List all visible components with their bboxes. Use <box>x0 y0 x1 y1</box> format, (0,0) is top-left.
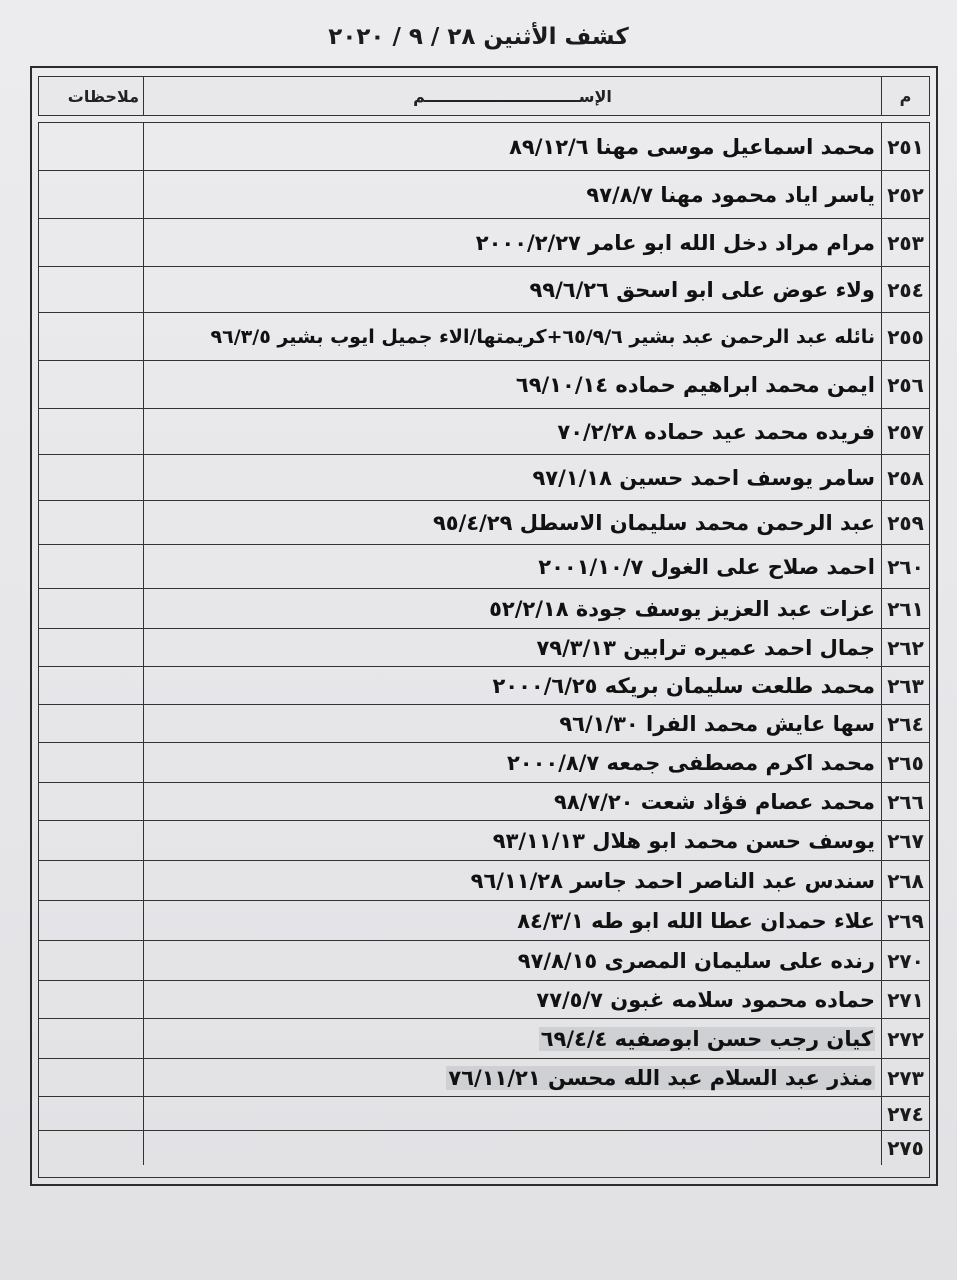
header-name: الإســــــــــــــــــــــــــــم <box>143 77 881 115</box>
row-name: حماده محمود سلامه غبون ٧٧/٥/٧ <box>143 981 881 1018</box>
row-number: ٢٥٥ <box>881 313 929 360</box>
page-title: كشف الأثنين ٢٨ / ٩ / ٢٠٢٠ <box>328 24 629 50</box>
row-name: مرام مراد دخل الله ابو عامر ٢٠٠٠/٢/٢٧ <box>143 219 881 266</box>
table-row <box>39 901 929 941</box>
table-row <box>39 743 929 783</box>
row-name: فريده محمد عيد حماده ٧٠/٢/٢٨ <box>143 409 881 454</box>
table-row <box>39 361 929 409</box>
row-notes <box>39 667 143 704</box>
row-name: رنده على سليمان المصرى ٩٧/٨/١٥ <box>143 941 881 980</box>
row-notes <box>39 589 143 628</box>
table-row <box>39 705 929 743</box>
row-name: جمال احمد عميره ترابين ٧٩/٣/١٣ <box>143 629 881 666</box>
row-number: ٢٧١ <box>881 981 929 1018</box>
row-notes <box>39 705 143 742</box>
row-number: ٢٦٧ <box>881 821 929 860</box>
table-header-row <box>38 76 930 116</box>
table-row <box>39 267 929 313</box>
row-notes <box>39 313 143 360</box>
table-row <box>39 589 929 629</box>
table-row <box>39 667 929 705</box>
highlighted-name: كيان رجب حسن ابوصفيه ٦٩/٤/٤ <box>540 1026 873 1051</box>
row-name: نائله عبد الرحمن عبد بشير ٦٥/٩/٦+كريمتها/الاء جميل ايوب بشير ٩٦/٣/٥ <box>143 313 881 360</box>
row-name: عبد الرحمن محمد سليمان الاسطل ٩٥/٤/٢٩ <box>143 501 881 544</box>
header-num: م <box>881 77 929 115</box>
row-notes <box>39 361 143 408</box>
row-number: ٢٦٦ <box>881 783 929 820</box>
table-row <box>39 981 929 1019</box>
row-number: ٢٥٢ <box>881 171 929 218</box>
row-number: ٢٦٤ <box>881 705 929 742</box>
row-notes <box>39 545 143 588</box>
row-name <box>143 1097 881 1130</box>
row-notes <box>39 455 143 500</box>
row-notes <box>39 981 143 1018</box>
row-number: ٢٧٠ <box>881 941 929 980</box>
table-row <box>39 941 929 981</box>
row-number: ٢٥٦ <box>881 361 929 408</box>
roster-table <box>30 66 938 1186</box>
row-name: عزات عبد العزيز يوسف جودة ٥٢/٢/١٨ <box>143 589 881 628</box>
row-name: محمد اكرم مصطفى جمعه ٢٠٠٠/٨/٧ <box>143 743 881 782</box>
table-row <box>39 1097 929 1131</box>
row-notes <box>39 219 143 266</box>
row-notes <box>39 501 143 544</box>
row-name: ولاء عوض على ابو اسحق ٩٩/٦/٢٦ <box>143 267 881 312</box>
table-row <box>39 861 929 901</box>
table-row <box>39 545 929 589</box>
table-row <box>39 1019 929 1059</box>
table-row <box>39 1131 929 1165</box>
row-number: ٢٦٨ <box>881 861 929 900</box>
row-notes <box>39 941 143 980</box>
row-number: ٢٦٠ <box>881 545 929 588</box>
row-notes <box>39 821 143 860</box>
row-number: ٢٧٢ <box>881 1019 929 1058</box>
table-row <box>39 219 929 267</box>
row-name <box>143 1131 881 1165</box>
row-notes <box>39 123 143 170</box>
row-name: محمد عصام فؤاد شعت ٩٨/٧/٢٠ <box>143 783 881 820</box>
row-notes <box>39 1131 143 1165</box>
row-name: محمد اسماعيل موسى مهنا ٨٩/١٢/٦ <box>143 123 881 170</box>
highlighted-name: منذر عبد السلام عبد الله محسن ٧٦/١١/٢١ <box>448 1065 873 1090</box>
row-notes <box>39 901 143 940</box>
row-number: ٢٦٥ <box>881 743 929 782</box>
row-number: ٢٧٤ <box>881 1097 929 1130</box>
row-number: ٢٥٨ <box>881 455 929 500</box>
row-notes <box>39 267 143 312</box>
row-number: ٢٦١ <box>881 589 929 628</box>
row-number: ٢٥٧ <box>881 409 929 454</box>
row-notes <box>39 861 143 900</box>
row-number: ٢٥٩ <box>881 501 929 544</box>
row-name <box>143 1059 881 1096</box>
table-row <box>39 313 929 361</box>
table-row <box>39 1059 929 1097</box>
row-name <box>143 1019 881 1058</box>
table-row <box>39 783 929 821</box>
table-body <box>38 122 930 1178</box>
row-notes <box>39 1019 143 1058</box>
row-notes <box>39 629 143 666</box>
table-row <box>39 629 929 667</box>
table-row <box>39 123 929 171</box>
row-name: سها عايش محمد الفرا ٩٦/١/٣٠ <box>143 705 881 742</box>
row-name: ياسر اياد محمود مهنا ٩٧/٨/٧ <box>143 171 881 218</box>
row-number: ٢٦٩ <box>881 901 929 940</box>
row-number: ٢٥٤ <box>881 267 929 312</box>
table-row <box>39 821 929 861</box>
row-name: محمد طلعت سليمان بريكه ٢٠٠٠/٦/٢٥ <box>143 667 881 704</box>
row-notes <box>39 783 143 820</box>
row-notes <box>39 1097 143 1130</box>
table-row <box>39 501 929 545</box>
row-name: علاء حمدان عطا الله ابو طه ٨٤/٣/١ <box>143 901 881 940</box>
table-row <box>39 171 929 219</box>
row-number: ٢٥٣ <box>881 219 929 266</box>
row-notes <box>39 1059 143 1096</box>
row-name: احمد صلاح على الغول ٢٠٠١/١٠/٧ <box>143 545 881 588</box>
table-row <box>39 409 929 455</box>
table-row <box>39 455 929 501</box>
row-notes <box>39 171 143 218</box>
row-name: سندس عبد الناصر احمد جاسر ٩٦/١١/٢٨ <box>143 861 881 900</box>
header-notes: ملاحظات <box>67 86 139 106</box>
row-name: ايمن محمد ابراهيم حماده ٦٩/١٠/١٤ <box>143 361 881 408</box>
row-number: ٢٧٣ <box>881 1059 929 1096</box>
row-name: يوسف حسن محمد ابو هلال ٩٣/١١/١٣ <box>143 821 881 860</box>
row-notes <box>39 409 143 454</box>
row-number: ٢٧٥ <box>881 1131 929 1165</box>
row-number: ٢٦٢ <box>881 629 929 666</box>
row-number: ٢٦٣ <box>881 667 929 704</box>
row-number: ٢٥١ <box>881 123 929 170</box>
row-notes <box>39 743 143 782</box>
row-name: سامر يوسف احمد حسين ٩٧/١/١٨ <box>143 455 881 500</box>
